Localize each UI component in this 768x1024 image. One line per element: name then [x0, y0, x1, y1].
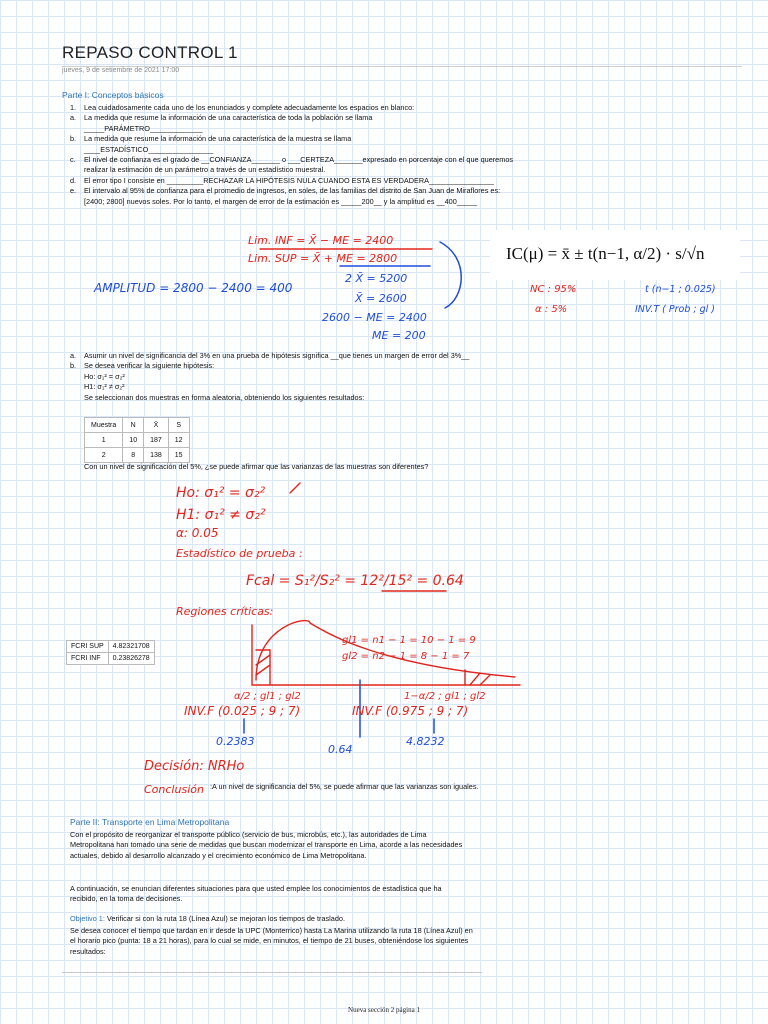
- hw-gl1: gl1 = n1 − 1 = 10 − 1 = 9: [342, 635, 476, 646]
- list-item: [70, 134, 520, 155]
- table-cell: 4.82321708: [108, 641, 154, 653]
- table-cell: 15: [168, 448, 189, 463]
- table-header: Muestra: [85, 418, 123, 433]
- hw-lim-inf: Lim. INF = X̄ − ME = 2400: [248, 234, 394, 247]
- list-item-label: d.: [70, 175, 77, 185]
- table-row: [85, 433, 190, 448]
- table-cell: 8: [123, 448, 144, 463]
- parte2-paragraph-3: Se desea conocer el tiempo que tardan en ir desde la UPC (Monterrico) hasta La Marina utilizando la ruta 18 (Línea Azul) en el horario pico (punta: 18 a 21 horas), para lo cual se mide, en minutos, el tiempo de 21 buses, obteniéndose los siguientes resultados:: [70, 926, 473, 956]
- table-cell: FCRI SUP: [67, 641, 109, 653]
- handwriting-test-work: [60, 475, 768, 805]
- hypothesis-h1: H1: σ₁² ≠ σ₂²: [84, 382, 125, 392]
- table-cell: 0.23826278: [108, 653, 154, 665]
- objective-text: Verificar si con la ruta 18 (Línea Azul) se mejoran los tiempos de traslado.: [104, 914, 345, 923]
- hw-left-args: α/2 ; gl1 ; gl2: [234, 691, 301, 702]
- hw-t-args: t (n−1 ; 0.025): [645, 284, 716, 295]
- list-item-label: b.: [70, 134, 77, 144]
- list-item-text: El intervalo al 95% de confianza para el promedio de ingresos, en soles, de las familias del distrito de San Juan de Miraflores es: [2400; 2800] nuevos soles. Por lo tanto, el margen de error de la estimación es _____200__ y la amplitud es __400_____: [84, 186, 501, 206]
- hw-inv-t: INV.T ( Prob ; gl ): [635, 304, 715, 315]
- table-cell: 1: [85, 433, 123, 448]
- objective-1: [70, 914, 490, 924]
- instruction-row: [70, 103, 520, 113]
- hw-sum: 2 X̄ = 5200: [345, 272, 408, 285]
- list-item-label: a.: [70, 351, 77, 360]
- hw-v-right: 4.8232: [406, 735, 445, 748]
- question-text: Con un nivel de significación del 5%, ¿se puede afirmar que las varianzas de las muestras son diferentes?: [84, 462, 429, 471]
- list-item: [70, 176, 520, 186]
- page-title: REPASO CONTROL 1: [62, 43, 238, 62]
- section-heading-parte1: Parte I: Conceptos básicos: [62, 90, 164, 100]
- list-item: [70, 351, 520, 361]
- hw-regiones: Regiones críticas:: [176, 605, 274, 618]
- table-header: S: [168, 418, 189, 433]
- list-item-label: a.: [70, 113, 77, 123]
- hw-h1: H1: σ₁² ≠ σ₂²: [176, 507, 266, 523]
- table-header: N: [123, 418, 144, 433]
- table-header-row: [85, 418, 190, 433]
- list-item-text: Se desea verificar la siguiente hipótesis:: [84, 361, 215, 371]
- parte1-list: [70, 103, 520, 207]
- hw-nc: NC : 95%: [530, 284, 577, 295]
- list-item-text: La medida que resume la información de una característica de la muestra se llama: [84, 134, 352, 144]
- section-heading-parte2: Parte II: Transporte en Lima Metropolitana: [70, 817, 230, 827]
- hw-alpha: α : 5%: [535, 304, 568, 315]
- table-row: [67, 653, 155, 665]
- hw-me: ME = 200: [372, 329, 426, 342]
- hw-me-eq: 2600 − ME = 2400: [322, 311, 427, 324]
- hypothesis-h0: Ho: σ₁² = σ₂²: [84, 371, 125, 381]
- list-item-text: Asumir un nivel de significancia del 3% en una prueba de hipótesis significa __que tienes un margen de error del 3%__: [84, 351, 470, 360]
- formula-text: IC(μ) = x̄ ± t(n−1, α/2) · s/√n: [506, 244, 705, 263]
- list-item-label: c.: [70, 155, 76, 165]
- table-cell: 12: [168, 433, 189, 448]
- hw-v-left: 0.2383: [216, 735, 255, 748]
- hw-check-mark: [290, 483, 300, 493]
- table-cell: FCRI INF: [67, 653, 109, 665]
- list-item-text: La medida que resume la información de una característica de toda la población se llama: [84, 113, 373, 123]
- list-item-answer: ____ESTADÍSTICO________________: [84, 144, 214, 154]
- parte2-paragraph-2: A continuación, se enuncian diferentes situaciones para que usted emplee los conocimientos de estadística que ha recibido, en la toma de decisiones.: [70, 884, 442, 904]
- page-date: jueves, 9 de setiembre de 2021 17:00: [62, 67, 180, 74]
- conclusion-text: :A un nivel de significancia del 5%, se puede afirmar que las varianzas son iguales.: [210, 782, 479, 791]
- table-cell: 2: [85, 448, 123, 463]
- hw-right-args: 1−α/2 ; gl1 ; gl2: [404, 691, 486, 702]
- hw-xbar: X̄ = 2600: [355, 292, 407, 305]
- hw-ho: Ho: σ₁² = σ₂²: [176, 485, 266, 501]
- table-row: [85, 448, 190, 463]
- objective-label: Objetivo 1:: [70, 914, 105, 923]
- hw-decision: Decisión: NRHo: [144, 759, 245, 774]
- sample-text: Se seleccionan dos muestras en forma aleatoria, obteniendo los siguientes resultados:: [84, 392, 365, 402]
- instruction-number: 1.: [70, 103, 77, 112]
- hw-right-inv: INV.F (0.975 ; 9 ; 7): [352, 704, 469, 718]
- list-item: [70, 361, 520, 403]
- table-row: [67, 641, 155, 653]
- hw-estadistico: Estadístico de prueba :: [176, 547, 303, 560]
- hw-lim-sup: Lim. SUP = X̄ + ME = 2800: [248, 252, 398, 265]
- hw-conclusion: Conclusión: [144, 783, 204, 796]
- table-cell: 138: [144, 448, 169, 463]
- page-footer: Nueva sección 2 página 1: [348, 1006, 420, 1014]
- hw-arrow-curve: [440, 242, 461, 308]
- hw-left-inv: INV.F (0.025 ; 9 ; 7): [184, 704, 301, 718]
- hw-left-region: [256, 650, 270, 685]
- list-item: [70, 113, 520, 134]
- list-item-text: El error tipo I consiste en _________RECHAZAR LA HIPÓTESIS NULA CUANDO ESTA ES VERDADERA________________: [84, 175, 494, 185]
- bottom-divider: [62, 972, 482, 973]
- hw-v-mid: 0.64: [328, 743, 353, 756]
- table-cell: 10: [123, 433, 144, 448]
- table-header: X̄: [144, 418, 169, 433]
- table-cell: 187: [144, 433, 169, 448]
- hw-gl2: gl2 = n2 − 1 = 8 − 1 = 7: [342, 651, 470, 662]
- sample-table: [84, 417, 190, 463]
- list-item-label: b.: [70, 361, 77, 371]
- list-item-label: e.: [70, 186, 77, 196]
- list-item-text: El nivel de confianza es el grado de __CONFIANZA_______ o ___CERTEZA_______expresado en porcentaje con el que queremos realizar la estimación de un parámetro a través de un estadístico muestral.: [84, 155, 514, 175]
- instruction-text: Lea cuidadosamente cada uno de los enunciados y complete adecuadamente los espacios en blanco:: [84, 103, 415, 112]
- list-item-answer: _____PARÁMETRO_____________: [84, 123, 203, 133]
- parte1-list-2: [70, 351, 520, 403]
- parte2-paragraph-1: Con el propósito de reorganizar el transporte público (servicio de bus, microbús, etc.), las autoridades de Lima Metropolitana han tomado una serie de medidas que buscan modernizar el transporte en Lima, acorde a las necesidades actuales, debido al desarrollo alcanzado y el crecimiento económico de Lima Metropolitana.: [70, 830, 463, 860]
- handwriting-interval-work: [60, 228, 768, 346]
- list-item: [70, 186, 520, 207]
- hw-amplitud: AMPLITUD = 2800 − 2400 = 400: [94, 281, 293, 295]
- fcrit-table: [66, 640, 155, 665]
- hw-alpha2: α: 0.05: [176, 526, 219, 540]
- list-item: [70, 155, 520, 176]
- hw-fcal: Fcal = S₁²/S₂² = 12²/15² = 0.64: [246, 573, 464, 589]
